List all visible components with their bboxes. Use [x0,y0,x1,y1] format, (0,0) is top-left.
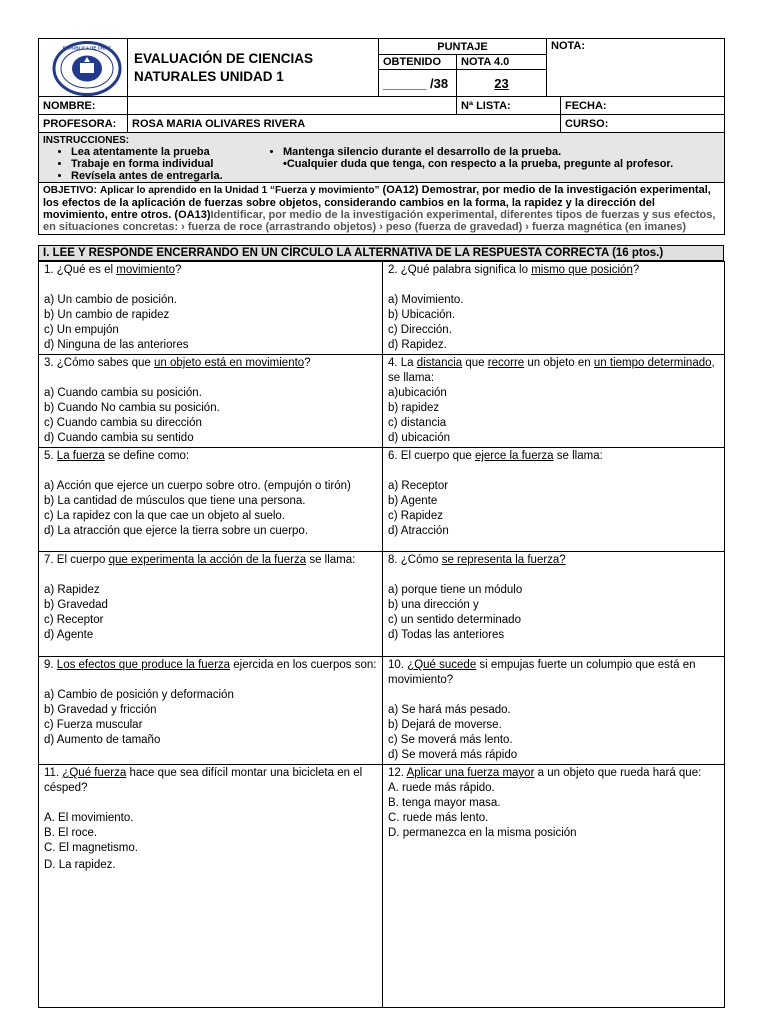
option[interactable]: d) La atracción que ejerce la tierra sobre un cuerpo. [44,525,309,537]
option[interactable]: d) Cuando cambia su sentido [44,432,194,444]
question-3: 3. ¿Cómo sabes que un objeto está en movimiento? a) Cuando cambia su posición. b) Cuando No cambia su posición. c) Cuando cambia su dirección d) Cuando cambia su sentido [39,355,383,448]
objective-box [39,183,725,235]
curso-label: CURSO: [561,115,725,133]
profesora-label: PROFESORA: [39,115,128,133]
objective-code1: (OA12) [382,184,419,196]
option[interactable]: a) Receptor [388,480,449,492]
option[interactable]: A. El movimiento. [44,812,134,824]
option[interactable]: c) Un empujón [44,324,119,336]
fecha-label: FECHA: [561,97,725,115]
instruction-item: • Revísela antes de entregarla. [71,170,273,182]
option[interactable]: a) Un cambio de posición. [44,294,177,306]
option[interactable]: d) Agente [44,629,94,641]
test-title-line2: NATURALES UNIDAD 1 [134,68,284,84]
option[interactable]: d) Aumento de tamaño [44,734,161,746]
score-field[interactable] [379,70,457,97]
header-table [38,38,725,235]
objective-part1: Aplicar lo aprendido en la Unidad 1 “Fuerza y movimiento” [99,185,380,196]
option[interactable]: c) Dirección. [388,324,452,336]
option[interactable]: a) porque tiene un módulo [388,584,523,596]
option[interactable]: d) Todas las anteriores [388,629,505,641]
instructions-left-list [43,146,273,182]
option[interactable]: a) Rapidez [44,584,100,596]
option[interactable]: b) Gravedad [44,599,108,611]
obtenido-label: OBTENIDO [379,55,457,70]
section-heading: I. LEE Y RESPONDE ENCERRANDO EN UN CÍRCULO LA ALTERNATIVA DE LA RESPUESTA CORRECTA (16 ptos.) [38,245,724,261]
nombre-label: NOMBRE: [39,97,128,115]
school-seal-icon [48,41,126,96]
objective-code2: (OA13) [174,209,211,221]
question-10: 10. ¿Qué sucede si empujas fuerte un columpio que está en movimiento? a) Se hará más pesado. b) Dejará de moverse. c) Se moverá más lento. d) Se moverá más rápido [383,657,725,765]
option[interactable]: b) Agente [388,495,438,507]
option[interactable]: D. La rapidez. [44,859,116,871]
option[interactable]: b) Dejará de moverse. [388,719,502,731]
question-12: 12. Aplicar una fuerza mayor a un objeto que rueda hará que: A. ruede más rápido. B. tenga mayor masa. C. ruede más lento. D. permanezca en la misma posición [383,765,725,1008]
option[interactable]: a)ubicación [388,387,447,399]
option[interactable]: D. permanezca en la misma posición [388,827,577,839]
option[interactable]: b) una dirección y [388,599,479,611]
nombre-field[interactable] [128,97,457,115]
option[interactable]: a) Acción que ejerce un cuerpo sobre otro. (empujón o tirón) [44,480,351,492]
option[interactable]: A. ruede más rápido. [388,782,495,794]
question-6: 6. El cuerpo que ejerce la fuerza se llama: a) Receptor b) Agente c) Rapidez d) Atracción [383,448,725,552]
lista-label: Nª LISTA: [457,97,561,115]
question-9: 9. Los efectos que produce la fuerza ejercida en los cuerpos son: a) Cambio de posición y deformación b) Gravedad y fricción c) Fuerza muscular d) Aumento de tamaño [39,657,383,765]
option[interactable]: a) Movimiento. [388,294,464,306]
seal-text: REPÚBLICA DE CHILE [62,45,112,51]
nota4-label: NOTA 4.0 [457,55,547,70]
option[interactable]: d) Atracción [388,525,449,537]
objective-part2: Demostrar, por medio de la investigación experimental, los efectos de la aplicación de fuerzas sobre objetos, considerando cambios en la forma, la rapidez y la dirección del movimiento, entre otros. [43,184,711,221]
option[interactable]: C. ruede más lento. [388,812,489,824]
puntaje-label: PUNTAJE [379,39,547,55]
instruction-item: • Lea atentamente la prueba [71,146,273,158]
option[interactable]: b) La cantidad de músculos que tiene una persona. [44,495,306,507]
option[interactable]: b) Cuando No cambia su posición. [44,402,220,414]
question-8: 8. ¿Cómo se representa la fuerza? a) porque tiene un módulo b) una dirección y c) un sentido determinado d) Todas las anteriores [383,552,725,657]
option[interactable]: B. tenga mayor masa. [388,797,501,809]
option[interactable]: d) ubicación [388,432,451,444]
test-title-line1: EVALUACIÓN DE CIENCIAS [134,50,314,66]
option[interactable]: c) Receptor [44,614,104,626]
question-5: 5. La fuerza se define como: a) Acción que ejerce un cuerpo sobre otro. (empujón o tirón) b) La cantidad de músculos que tiene una persona. c) La rapidez con la que cae un objeto al suelo. d) La atracción que ejerce la tierra sobre un cuerpo. [39,448,383,552]
option[interactable]: b) rapidez [388,402,440,414]
question-1: 1. ¿Qué es el movimiento? a) Un cambio de posición. b) Un cambio de rapidez c) Un empujón d) Ninguna de las anteriores [39,262,383,355]
option[interactable]: d) Ninguna de las anteriores [44,339,189,351]
profesora-value: ROSA MARIA OLIVARES RIVERA [128,115,561,133]
instructions-right-list [273,146,673,182]
option[interactable]: a) Cuando cambia su posición. [44,387,202,399]
nota4-value: 23 [457,70,547,97]
question-7: 7. El cuerpo que experimenta la acción de la fuerza se llama: a) Rapidez b) Gravedad c) Receptor d) Agente [39,552,383,657]
score-total: /38 [430,75,449,91]
instruction-item: • Trabaje en forma individual [71,158,273,170]
instructions-title: INSTRUCCIONES: [43,135,130,146]
option[interactable]: c) Fuerza muscular [44,719,143,731]
option[interactable]: a) Se hará más pesado. [388,704,511,716]
option[interactable]: b) Ubicación. [388,309,456,321]
instruction-item: •Cualquier duda que tenga, con respecto a la prueba, pregunte al profesor. [283,158,674,170]
test-title [128,39,379,97]
option[interactable]: a) Cambio de posición y deformación [44,689,234,701]
option[interactable]: c) Se moverá más lento. [388,734,513,746]
question-4: 4. La distancia que recorre un objeto en un tiempo determinado, se llama: a)ubicación b) rapidez c) distancia d) ubicación [383,355,725,448]
instruction-item: • Mantenga silencio durante el desarrollo de la prueba. [283,146,673,158]
option[interactable]: b) Un cambio de rapidez [44,309,170,321]
option[interactable]: c) Cuando cambia su dirección [44,417,202,429]
option[interactable]: c) Rapidez [388,510,443,522]
option[interactable]: d) Se moverá más rápido [388,749,518,761]
objective-part3: Identificar, por medio de la investigación experimental, diferentes tipos de fuerzas y sus efectos, en situaciones concretas: › fuerza de roce (arrastrando objetos) › peso (fuerza de gravedad) › fuerza magnética (en imanes) [43,209,716,233]
option[interactable]: c) un sentido determinado [388,614,521,626]
nota-label: NOTA: [547,39,725,97]
option[interactable]: C. El magnetismo. [44,842,138,854]
questions-table [38,261,725,1008]
question-11: 11. ¿Qué fuerza hace que sea difícil montar una bicicleta en el césped? A. El movimiento. B. El roce. C. El magnetismo. D. La rapidez. [39,765,383,1008]
option[interactable]: b) Gravedad y fricción [44,704,157,716]
option[interactable]: B. El roce. [44,827,98,839]
instructions-box [39,133,725,183]
score-blank: ______ [383,75,427,91]
question-2: 2. ¿Qué palabra significa lo mismo que posición? a) Movimiento. b) Ubicación. c) Dirección. d) Rapidez. [383,262,725,355]
option[interactable]: c) La rapidez con la que cae un objeto al suelo. [44,510,286,522]
objective-label: OBJETIVO: [43,185,97,196]
option[interactable]: c) distancia [388,417,447,429]
option[interactable]: d) Rapidez. [388,339,447,351]
